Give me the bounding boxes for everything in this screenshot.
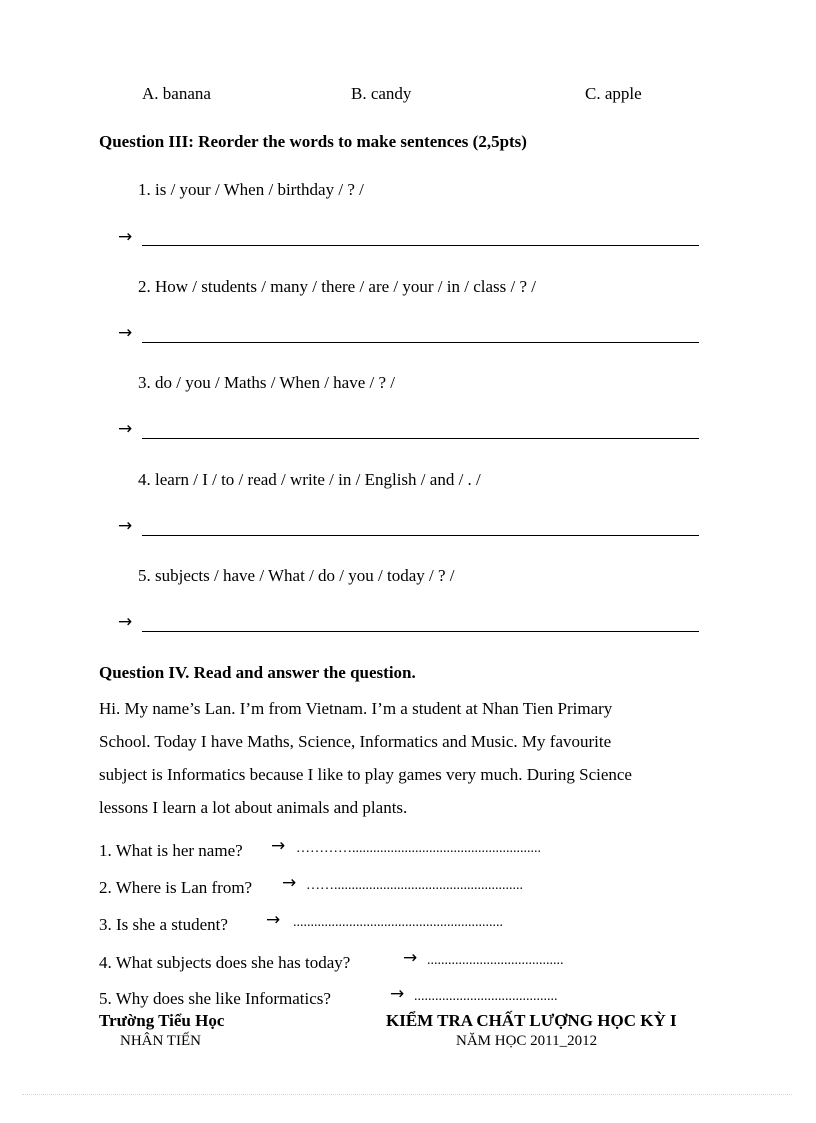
arrow-icon: → — [390, 984, 405, 1004]
arrow-icon: → — [266, 910, 281, 930]
page-bottom-divider — [22, 1094, 792, 1095]
question-4-item-2: 2. Where is Lan from? — [99, 878, 253, 897]
option-b: B. candy — [351, 84, 412, 103]
arrow-icon: → — [118, 516, 133, 536]
reorder-item-1: 1. is / your / When / birthday / ? / — [138, 180, 364, 199]
question-4-item-4: 4. What subjects does she has today? — [99, 953, 351, 972]
reorder-item-2: 2. How / students / many / there / are / your / in / class / ? / — [138, 277, 537, 296]
answer-blank-2[interactable]: ……...................................................... — [306, 878, 523, 893]
question-4-item-1: 1. What is her name? — [99, 841, 243, 860]
passage-line-4: lessons I learn a lot about animals and plants. — [99, 798, 408, 817]
reorder-item-4: 4. learn / I / to / read / write / in / English / and / . / — [138, 470, 481, 489]
arrow-icon: → — [403, 948, 418, 968]
answer-line-3[interactable] — [142, 438, 699, 439]
question-4-heading: Question IV. Read and answer the question. — [99, 663, 416, 682]
answer-blank-1[interactable]: …………...................................................... — [296, 841, 541, 856]
arrow-icon: → — [271, 836, 286, 856]
exam-title: KIỂM TRA CHẤT LƯỢNG HỌC KỲ I — [386, 1011, 677, 1030]
answer-line-2[interactable] — [142, 342, 699, 343]
answer-line-1[interactable] — [142, 245, 699, 246]
school-name: NHÂN TIẾN — [120, 1033, 201, 1049]
arrow-icon: → — [118, 612, 133, 632]
arrow-icon: → — [118, 419, 133, 439]
reorder-item-3: 3. do / you / Maths / When / have / ? / — [138, 373, 396, 392]
option-a: A. banana — [142, 84, 211, 103]
option-c: C. apple — [585, 84, 642, 103]
arrow-icon: → — [282, 873, 297, 893]
answer-line-4[interactable] — [142, 535, 699, 536]
answer-blank-5[interactable]: ......................................... — [414, 989, 558, 1004]
passage-line-3: subject is Informatics because I like to play games very much. During Science — [99, 765, 632, 784]
answer-blank-3[interactable]: ............................................................ — [293, 915, 503, 930]
reorder-item-5: 5. subjects / have / What / do / you / today / ? / — [138, 566, 455, 585]
question-4-item-5: 5. Why does she like Informatics? — [99, 989, 331, 1008]
answer-blank-4[interactable]: ....................................... — [427, 953, 564, 968]
passage-line-1: Hi. My name’s Lan. I’m from Vietnam. I’m a student at Nhan Tien Primary — [99, 699, 613, 718]
question-4-item-3: 3. Is she a student? — [99, 915, 228, 934]
arrow-icon: → — [118, 323, 133, 343]
arrow-icon: → — [118, 227, 133, 247]
passage-line-2: School. Today I have Maths, Science, Informatics and Music. My favourite — [99, 732, 612, 751]
answer-line-5[interactable] — [142, 631, 699, 632]
school-label: Trường Tiểu Học — [99, 1011, 225, 1030]
school-year: NĂM HỌC 2011_2012 — [456, 1033, 598, 1049]
question-3-heading: Question III: Reorder the words to make sentences (2,5pts) — [99, 132, 527, 151]
